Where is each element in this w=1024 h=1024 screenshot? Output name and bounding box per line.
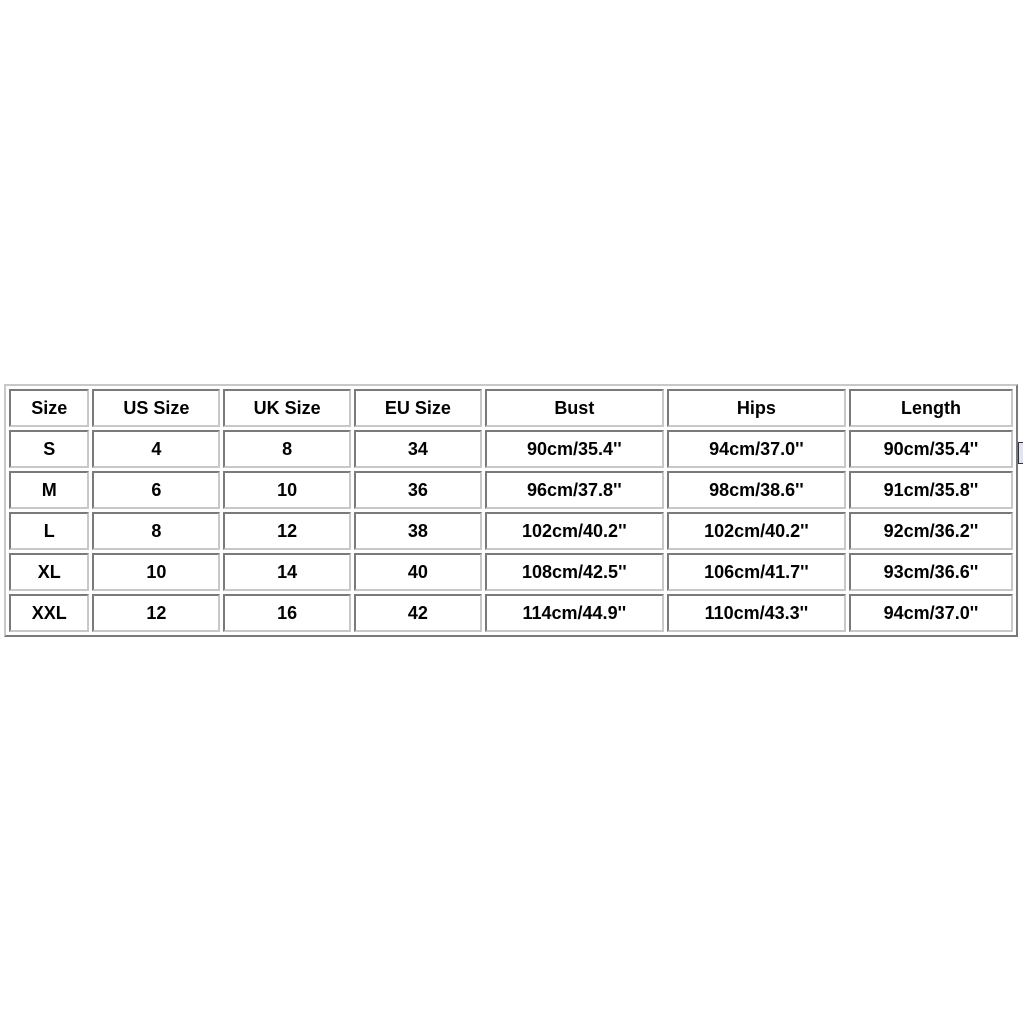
cell-us-size: 4 — [92, 430, 220, 468]
table-row — [9, 512, 1013, 550]
cell-size: XXL — [9, 594, 89, 632]
cell-us-size: 12 — [92, 594, 220, 632]
cell-size: L — [9, 512, 89, 550]
header-us-size: US Size — [92, 389, 220, 427]
cell-length: 91cm/35.8'' — [849, 471, 1013, 509]
cell-bust: 96cm/37.8'' — [485, 471, 664, 509]
cell-length: 93cm/36.6'' — [849, 553, 1013, 591]
size-chart-table — [4, 384, 1018, 637]
cell-us-size: 10 — [92, 553, 220, 591]
cell-us-size: 6 — [92, 471, 220, 509]
table-row — [9, 594, 1013, 632]
edge-marker — [1018, 442, 1023, 464]
table-row — [9, 430, 1013, 468]
cell-length: 94cm/37.0'' — [849, 594, 1013, 632]
cell-hips: 110cm/43.3'' — [667, 594, 846, 632]
cell-eu-size: 42 — [354, 594, 482, 632]
cell-uk-size: 14 — [223, 553, 351, 591]
cell-eu-size: 36 — [354, 471, 482, 509]
cell-uk-size: 10 — [223, 471, 351, 509]
cell-eu-size: 38 — [354, 512, 482, 550]
cell-length: 92cm/36.2'' — [849, 512, 1013, 550]
cell-us-size: 8 — [92, 512, 220, 550]
header-eu-size: EU Size — [354, 389, 482, 427]
header-bust: Bust — [485, 389, 664, 427]
cell-size: M — [9, 471, 89, 509]
cell-eu-size: 40 — [354, 553, 482, 591]
table-row — [9, 553, 1013, 591]
cell-eu-size: 34 — [354, 430, 482, 468]
table-row — [9, 471, 1013, 509]
cell-uk-size: 8 — [223, 430, 351, 468]
cell-hips: 102cm/40.2'' — [667, 512, 846, 550]
cell-hips: 106cm/41.7'' — [667, 553, 846, 591]
cell-uk-size: 12 — [223, 512, 351, 550]
cell-bust: 90cm/35.4'' — [485, 430, 664, 468]
cell-bust: 102cm/40.2'' — [485, 512, 664, 550]
header-length: Length — [849, 389, 1013, 427]
header-size: Size — [9, 389, 89, 427]
header-hips: Hips — [667, 389, 846, 427]
cell-bust: 114cm/44.9'' — [485, 594, 664, 632]
cell-size: S — [9, 430, 89, 468]
cell-size: XL — [9, 553, 89, 591]
cell-hips: 94cm/37.0'' — [667, 430, 846, 468]
cell-length: 90cm/35.4'' — [849, 430, 1013, 468]
cell-uk-size: 16 — [223, 594, 351, 632]
cell-bust: 108cm/42.5'' — [485, 553, 664, 591]
header-uk-size: UK Size — [223, 389, 351, 427]
cell-hips: 98cm/38.6'' — [667, 471, 846, 509]
header-row — [9, 389, 1013, 427]
